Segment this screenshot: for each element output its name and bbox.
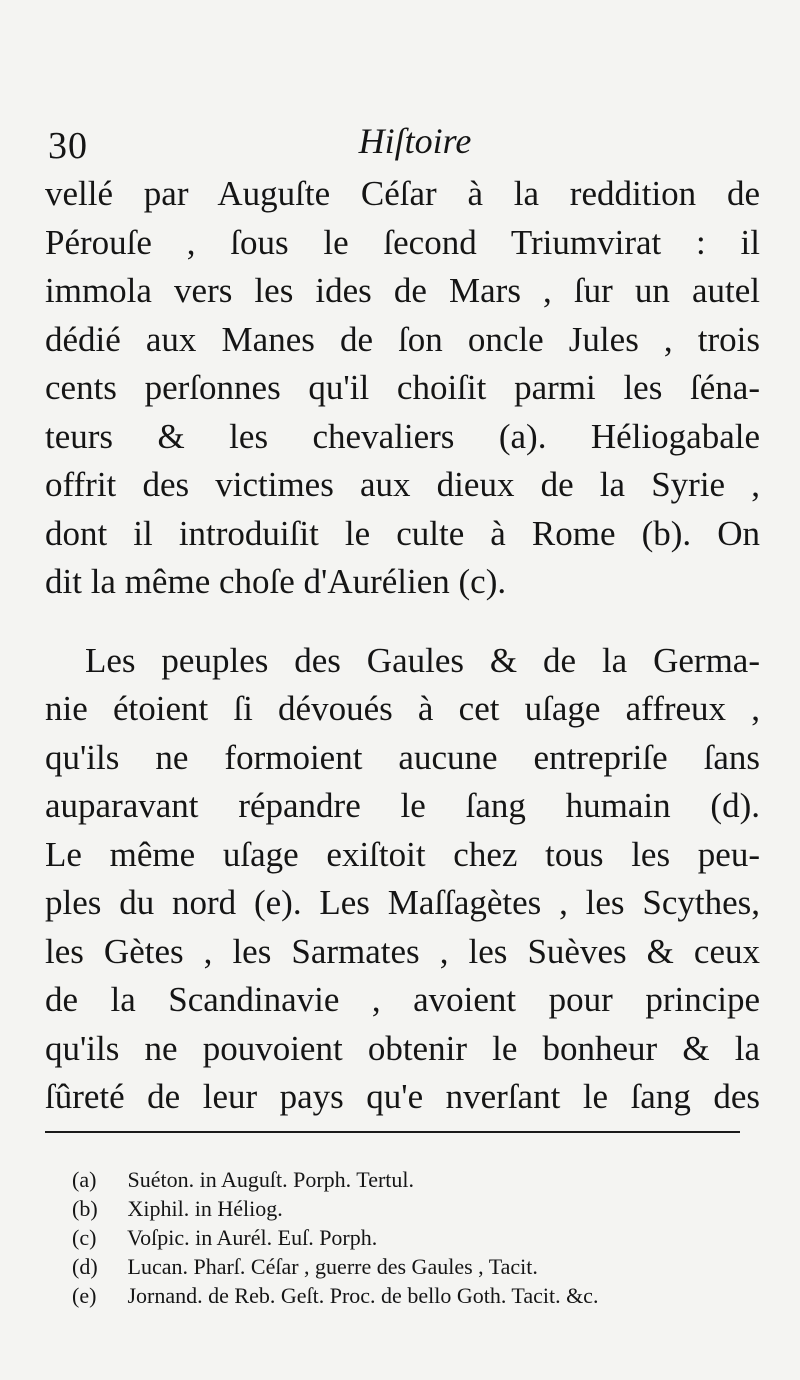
text-line: Les peuples des Gaules & de la Germa-	[85, 640, 760, 680]
text-line: qu'ils ne formoient aucune entrepriſe ſans	[45, 737, 760, 777]
footnote	[72, 1281, 762, 1310]
text-line: Le même uſage exiſtoit chez tous les peu-	[45, 834, 760, 874]
text-line: immola vers les ides de Mars , ſur un autel	[45, 271, 760, 310]
footnote-rule	[45, 1131, 740, 1133]
text-line: auparavant répandre le ſang humain (d).	[45, 786, 760, 825]
text-line: de la Scandinavie , avoient pour principe	[45, 980, 760, 1019]
footnote-text: Suéton. in Auguſt. Porph. Tertul.	[127, 1167, 415, 1192]
footnote-marker: (d)	[72, 1254, 98, 1279]
text-line: les Gètes , les Sarmates , les Suèves & ceux	[45, 931, 760, 971]
text-line: Pérouſe , ſous le ſecond Triumvirat : il	[45, 222, 760, 262]
text-line: offrit des victimes aux dieux de la Syrie ,	[45, 465, 760, 504]
text-line: dont il introduiſit le culte à Rome (b). On	[45, 513, 760, 553]
page-number: 30	[48, 125, 88, 167]
text-line: nie étoient ſi dévoués à cet uſage affreux ,	[45, 689, 760, 728]
text-line: ples du nord (e). Les Maſſagètes , les Scythes,	[45, 883, 760, 922]
text-line: dédié aux Manes de ſon oncle Jules , trois	[45, 319, 760, 359]
body-text	[45, 170, 760, 1122]
footnote-text: Lucan. Pharſ. Céſar , guerre des Gaules , Tacit.	[127, 1254, 538, 1279]
footnote	[72, 1194, 762, 1223]
footnote-marker: (c)	[72, 1225, 97, 1250]
text-line: teurs & les chevaliers (a). Héliogabale	[45, 416, 760, 456]
text-line: ſûreté de leur pays qu'e nverſant le ſang des	[45, 1077, 760, 1116]
footnote-marker: (a)	[72, 1167, 97, 1192]
text-line: dit la même choſe d'Aurélien (c).	[45, 562, 507, 601]
footnote	[72, 1223, 762, 1252]
footnote-marker: (b)	[72, 1196, 98, 1221]
footnote	[72, 1252, 762, 1281]
text-line: qu'ils ne pouvoient obtenir le bonheur & la	[45, 1028, 760, 1068]
footnotes	[72, 1165, 762, 1310]
footnote-marker: (e)	[72, 1283, 97, 1308]
text-line: vellé par Auguſte Céſar à la reddition de	[45, 174, 760, 213]
footnote-text: Xiphil. in Héliog.	[127, 1196, 283, 1221]
footnote-text: Jornand. de Reb. Geſt. Proc. de bello Goth. Tacit. &c.	[127, 1283, 599, 1308]
text-line: cents perſonnes qu'il choiſit parmi les ſéna-	[45, 368, 760, 407]
paragraph-gap	[45, 607, 760, 637]
footnote-text: Voſpic. in Aurél. Euſ. Porph.	[127, 1225, 378, 1250]
running-head	[40, 116, 760, 166]
running-title: Hiſtoire	[358, 121, 472, 161]
footnote	[72, 1165, 762, 1194]
